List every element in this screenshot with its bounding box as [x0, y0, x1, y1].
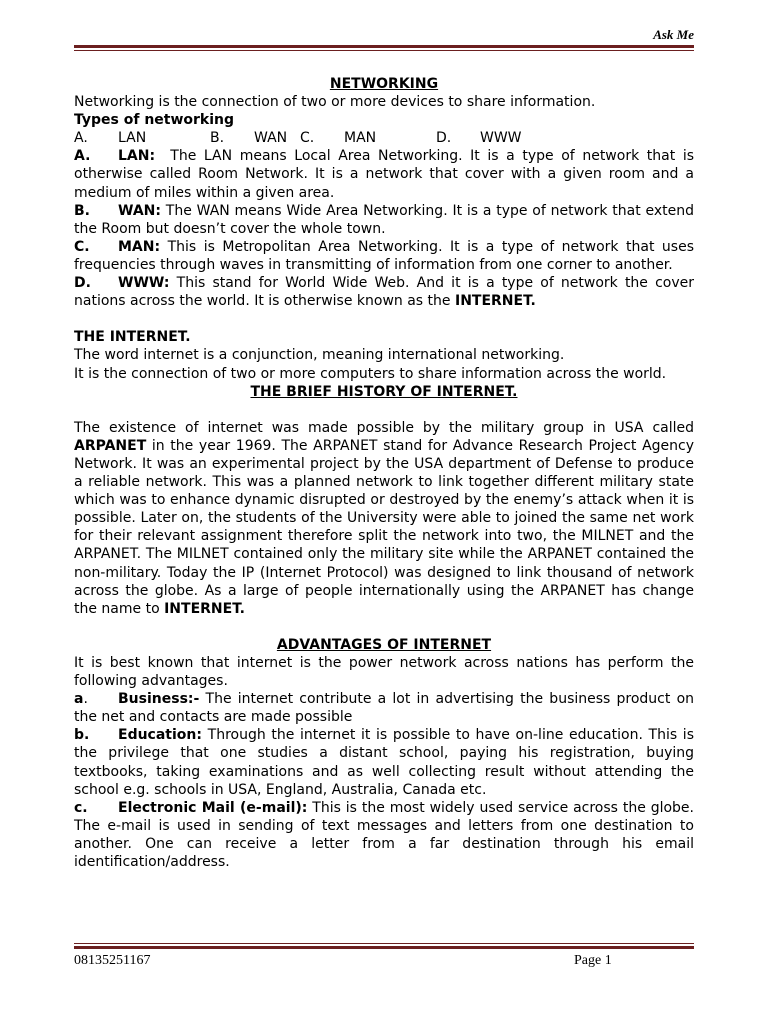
advantage-term: Education:: [118, 727, 202, 744]
type-name-lan: LAN: [118, 130, 147, 147]
header-rule-thick: [74, 45, 694, 48]
definition-man: [74, 238, 694, 274]
definition-emphasis: INTERNET.: [454, 293, 536, 310]
definition-term: LAN:: [118, 148, 156, 165]
definition-letter: C.: [74, 238, 90, 255]
advantage-education: [74, 726, 694, 798]
history-part-1: The existence of internet was made possible by the military group in USA called: [74, 419, 694, 436]
advantage-letter: c.: [74, 799, 88, 816]
header-title: Ask Me: [653, 27, 694, 42]
definition-lan: [74, 147, 694, 201]
advantage-letter: b.: [74, 727, 90, 744]
spacer: [74, 401, 694, 419]
advantage-term: Business:-: [118, 691, 200, 708]
definition-letter: A.: [74, 148, 91, 165]
history-ending: INTERNET.: [164, 600, 245, 617]
internet-heading: THE INTERNET.: [74, 329, 191, 346]
type-letter-b: B.: [210, 130, 225, 147]
networking-title: NETWORKING: [329, 76, 439, 92]
definition-letter: D.: [74, 275, 91, 292]
definition-term: WAN:: [118, 202, 161, 219]
type-letter-a: A.: [74, 130, 88, 147]
footer-rule-thick: [74, 946, 694, 949]
footer-page-number: Page 1: [574, 953, 612, 968]
internet-line-2: It is the connection of two or more computers to share information across the world.: [74, 365, 667, 382]
advantage-letter-text: a: [74, 691, 84, 708]
history-part-2: in the year 1969. The ARPANET stand for Advance Research Project Agency Network. It was an experimental project by the USA department of Defense to produce a reliable network. This was a planned network to link together different military state which was to enhance dynamic disrupted or destroyed by the enemy’s attack when it is possible. Later on, the students of the University were able to joined the same net work for their relevant assignment therefore split the network into two, the MILNET and the ARPANET. The MILNET contained only the military site while the ARPANET contained the non-military. Today the IP (Internet Protocol) was designed to link thousand of network across the globe. As a large of people internationally using the ARPANET has change the name to: [74, 437, 694, 617]
history-arpanet: ARPANET: [74, 437, 147, 454]
advantage-text: This is the most widely used service across the globe. The e-mail is used in sending of text messages and letters from one destination to another. One can receive a letter from a far destination through his email identification/address.: [74, 799, 694, 871]
advantage-text: The internet contribute a lot in advertising the business product on the net and contacts are made possible: [74, 691, 695, 726]
advantage-term: Electronic Mail (e-mail):: [118, 799, 308, 816]
internet-line-1: The word internet is a conjunction, meaning international networking.: [74, 347, 565, 364]
type-name-www: WWW: [480, 130, 522, 147]
history-paragraph: [74, 419, 694, 618]
type-letter-d: D.: [436, 130, 452, 147]
footer-phone: 08135251167: [74, 953, 151, 968]
definition-text: This is Metropolitan Area Networking. It is a type of network that uses frequencies through waves in transmitting of information from one corner to another.: [74, 238, 694, 273]
footer-rule-thin: [74, 943, 694, 944]
types-heading: Types of networking: [74, 112, 235, 129]
spacer: [74, 310, 694, 328]
advantages-title: ADVANTAGES OF INTERNET: [276, 636, 492, 653]
advantage-text: Through the internet it is possible to have on-line education. This is the privilege that one studies a distant school, paying his registration, buying textbooks, taking examinations and as well collecting result without attending the school e.g. schools in USA, England, Australia, Canada etc.: [74, 727, 694, 798]
advantage-letter-punct: .: [83, 691, 88, 708]
definition-text: The WAN means Wide Area Networking. It is a type of network that extend the Room but doesn’t cover the whole town.: [74, 202, 694, 237]
networking-intro: Networking is the connection of two or more devices to share information.: [74, 94, 596, 111]
definition-text: The LAN means Local Area Networking. It is a type of network that is otherwise called Room Network. It is a network that cover with a given room and a medium of miles within a given area.: [74, 148, 695, 201]
type-letter-c: C.: [300, 130, 315, 147]
spacer: [74, 618, 694, 636]
type-name-man: MAN: [344, 130, 377, 147]
definition-www: [74, 274, 694, 310]
advantage-business: [74, 690, 694, 726]
type-name-wan: WAN: [254, 130, 288, 147]
document-body: [74, 75, 694, 871]
definition-wan: [74, 202, 694, 238]
definition-letter: B.: [74, 202, 90, 219]
history-title: THE BRIEF HISTORY OF INTERNET.: [250, 383, 518, 400]
advantage-email: [74, 799, 694, 871]
advantage-letter: [74, 690, 118, 708]
definition-text: This stand for World Wide Web. And it is a type of network the cover nations across the world. It is otherwise known as the: [74, 275, 695, 310]
advantages-intro: It is best known that internet is the power network across nations has perform the following advantages.: [74, 655, 694, 690]
header-rule-thin: [74, 50, 694, 51]
definition-term: MAN:: [118, 238, 161, 255]
types-list: [74, 129, 694, 147]
definition-term: WWW:: [118, 275, 170, 292]
